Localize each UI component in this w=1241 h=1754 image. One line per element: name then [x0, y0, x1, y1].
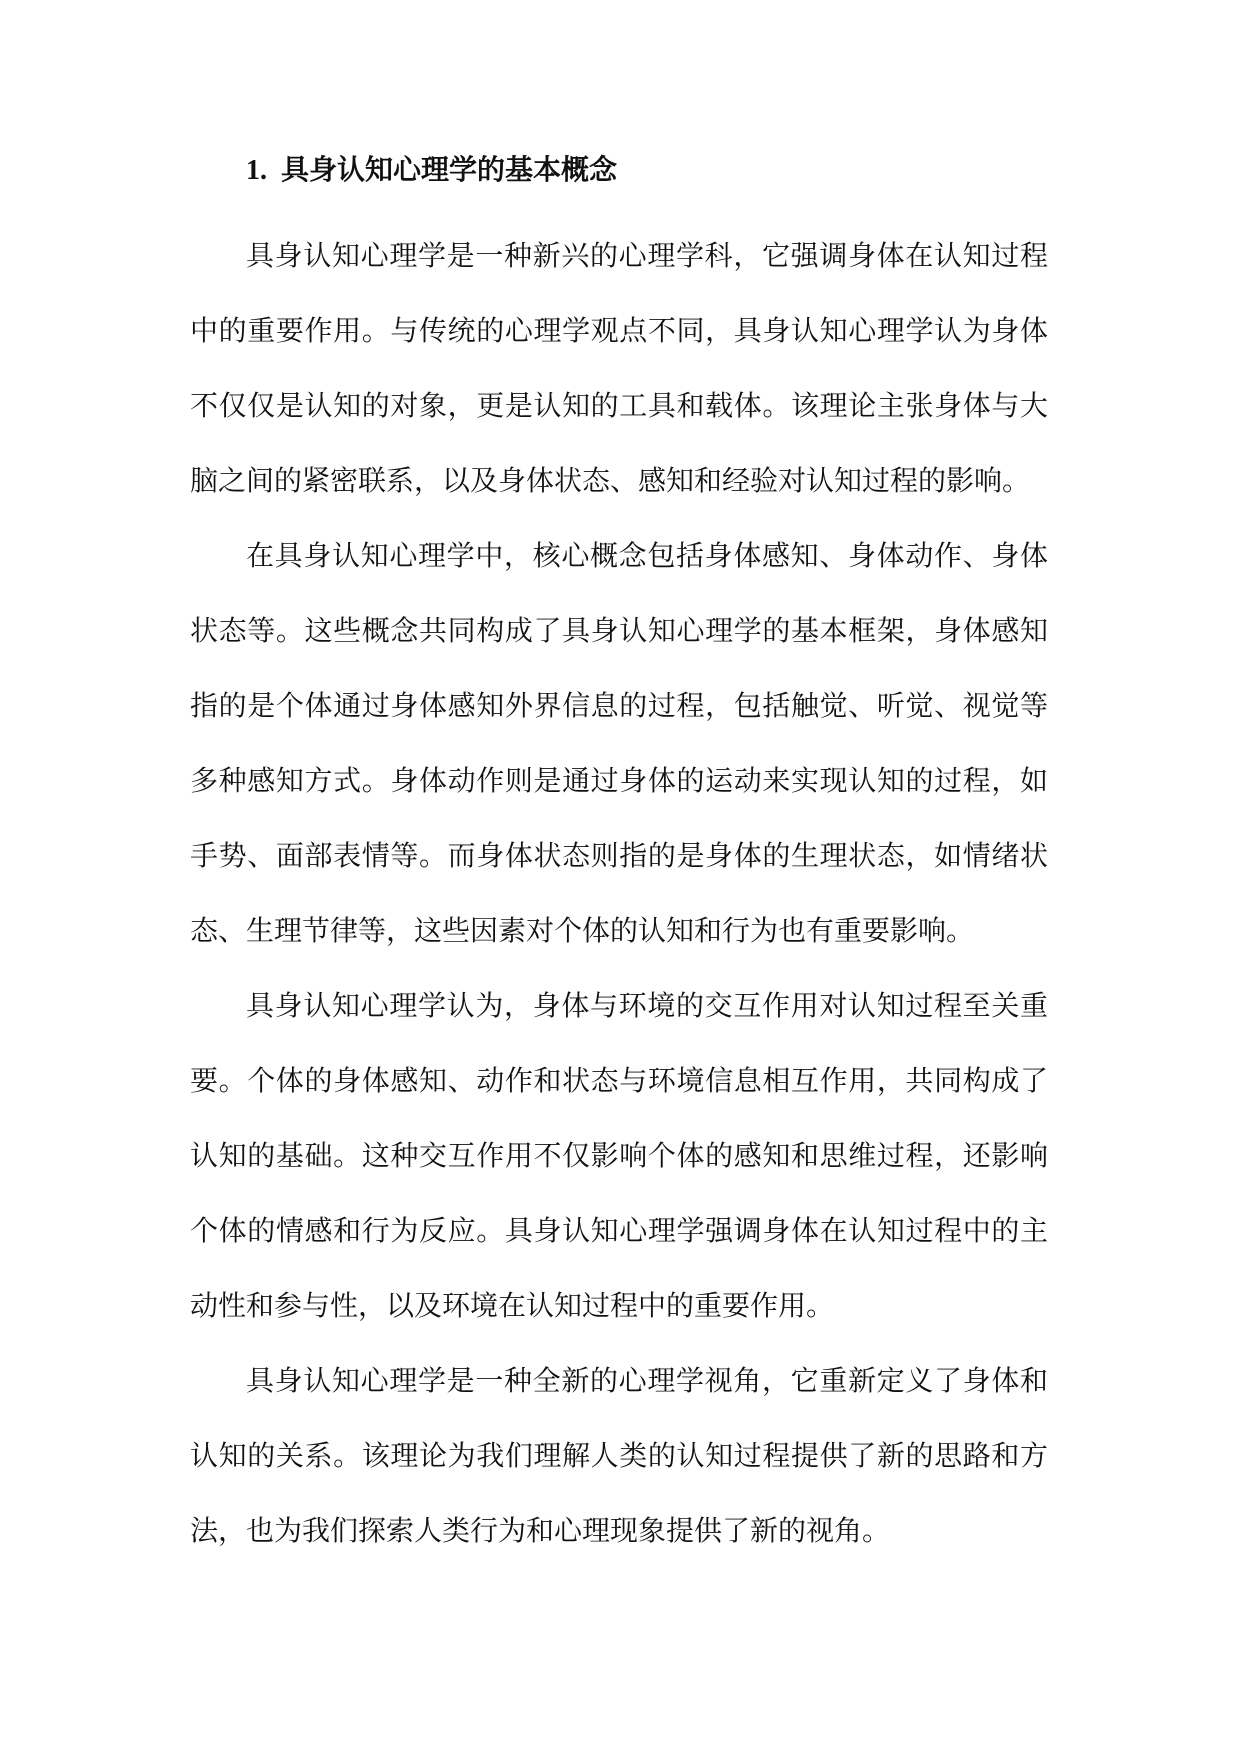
section-heading [190, 148, 1048, 192]
paragraph-1: 具身认知心理学是一种新兴的心理学科，它强调身体在认知过程中的重要作用。与传统的心理学观点不同，具身认知心理学认为身体不仅仅是认知的对象，更是认知的工具和载体。该理论主张身体与大脑之间的紧密联系，以及身体状态、感知和经验对认知过程的影响。 [190, 239, 1048, 497]
document-body [190, 148, 1048, 1568]
paragraph-3: 具身认知心理学认为，身体与环境的交互作用对认知过程至关重要。个体的身体感知、动作和状态与环境信息相互作用，共同构成了认知的基础。这种交互作用不仅影响个体的感知和思维过程，还影响个体的情感和行为反应。具身认知心理学强调身体在认知过程中的主动性和参与性，以及环境在认知过程中的重要作用。 [190, 989, 1048, 1322]
paragraph-2: 在具身认知心理学中，核心概念包括身体感知、身体动作、身体状态等。这些概念共同构成了具身认知心理学的基本框架，身体感知指的是个体通过身体感知外界信息的过程，包括触觉、听觉、视觉等多种感知方式。身体动作则是通过身体的运动来实现认知的过程，如手势、面部表情等。而身体状态则指的是身体的生理状态，如情绪状态、生理节律等，这些因素对个体的认知和行为也有重要影响。 [190, 539, 1048, 947]
section-title: 具身认知心理学的基本概念 [281, 153, 618, 186]
paragraph-4: 具身认知心理学是一种全新的心理学视角，它重新定义了身体和认知的关系。该理论为我们理解人类的认知过程提供了新的思路和方法，也为我们探索人类行为和心理现象提供了新的视角。 [190, 1364, 1048, 1547]
section-number: 1. [246, 155, 267, 186]
